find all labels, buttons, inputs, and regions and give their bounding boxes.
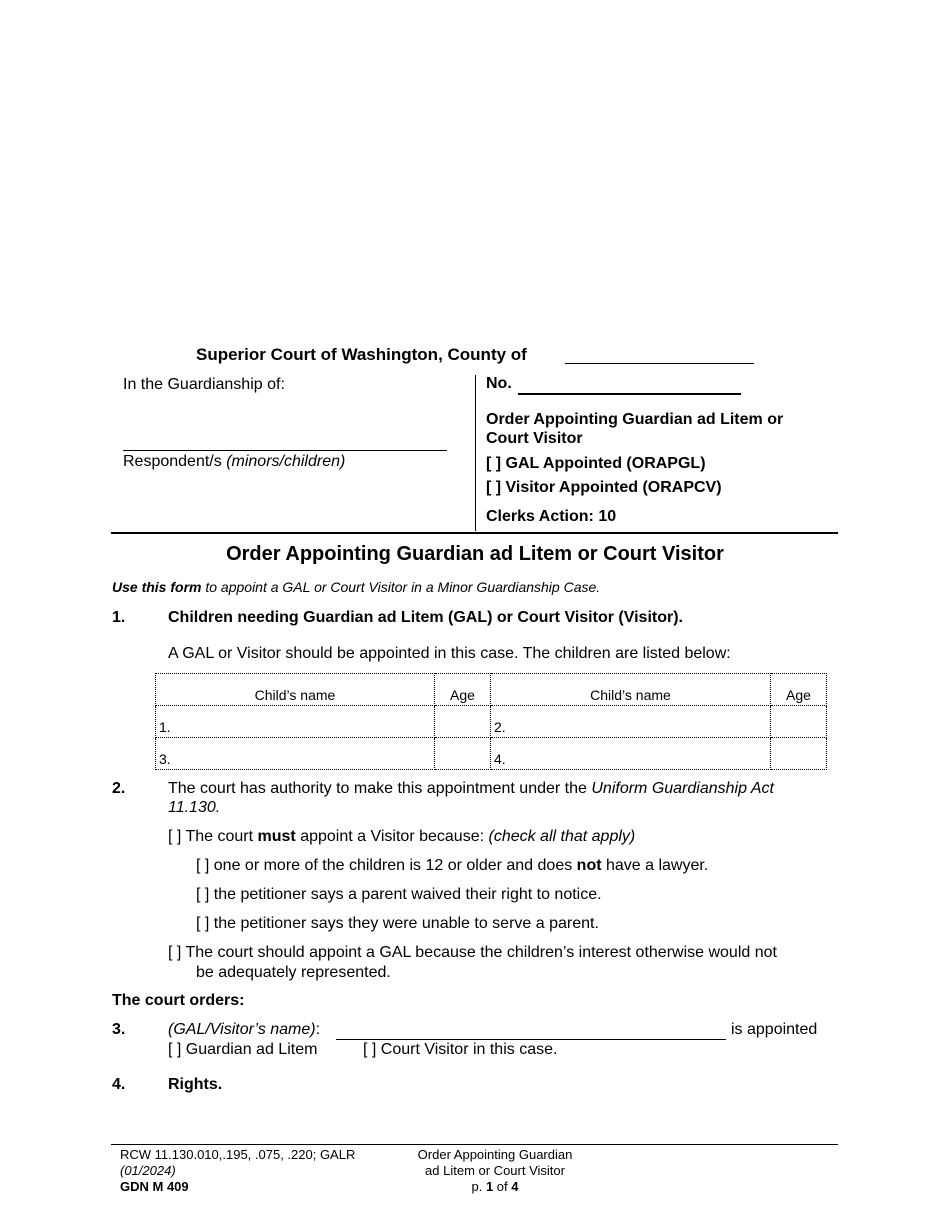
case-number-label: No. — [486, 375, 512, 392]
table-row — [156, 706, 827, 738]
guardianship-label: In the Guardianship of: — [123, 376, 285, 393]
child-name-cell[interactable]: 3. — [156, 738, 435, 770]
gal-visitor-name-input[interactable] — [336, 1039, 726, 1040]
county-blank-line — [565, 363, 754, 364]
child-age-cell[interactable] — [435, 738, 491, 770]
section-1-text: A GAL or Visitor should be appointed in this case. The children are listed below: — [168, 645, 731, 662]
court-visitor-checkbox[interactable]: [ ] Court Visitor in this case. — [363, 1041, 558, 1058]
respondent-label: Respondent/s (minors/children) — [123, 453, 346, 470]
unable-to-serve-parent-checkbox[interactable]: [ ] the petitioner says they were unable to serve a parent. — [196, 915, 599, 932]
footer-form-id: GDN M 409 — [120, 1179, 189, 1194]
child-age-cell[interactable] — [771, 706, 827, 738]
court-orders-heading: The court orders: — [112, 992, 245, 1009]
children-table — [155, 673, 827, 770]
caption-bottom-rule — [111, 532, 838, 534]
header-child-name-2: Child’s name — [491, 674, 771, 706]
footer-title-1: Order Appointing Guardian — [417, 1147, 573, 1162]
footer-page-number: p. 1 of 4 — [471, 1179, 519, 1194]
section-4-heading: Rights. — [168, 1076, 223, 1093]
page-title: Order Appointing Guardian ad Litem or Court Visitor — [226, 543, 724, 565]
should-appoint-gal-checkbox[interactable]: [ ] The court should appoint a GAL because the children’s interest otherwise would not — [168, 944, 777, 961]
gal-visitor-name-label: (GAL/Visitor’s name): — [168, 1021, 321, 1038]
should-appoint-gal-line2: be adequately represented. — [196, 964, 391, 981]
section-2-text: The court has authority to make this appointment under the Uniform Guardianship Act — [168, 780, 774, 797]
gal-appointed-checkbox[interactable]: [ ] GAL Appointed (ORAPGL) — [486, 455, 706, 472]
clerks-action: Clerks Action: 10 — [486, 508, 617, 525]
section-3-number: 3. — [112, 1021, 126, 1038]
child-age-cell[interactable] — [435, 706, 491, 738]
child-name-cell[interactable]: 1. — [156, 706, 435, 738]
case-number-line — [518, 393, 741, 395]
header-child-name-1: Child’s name — [156, 674, 435, 706]
table-row — [156, 738, 827, 770]
caption-divider — [475, 375, 476, 531]
caption-doc-title-2: Court Visitor — [486, 430, 583, 447]
table-header-row — [156, 674, 827, 706]
footer-title-2: ad Litem or Court Visitor — [425, 1163, 565, 1178]
footer-center — [395, 1147, 595, 1195]
footer-left — [120, 1147, 355, 1195]
respondent-name-line — [123, 450, 447, 451]
child-name-cell[interactable]: 2. — [491, 706, 771, 738]
section-4-number: 4. — [112, 1076, 126, 1093]
is-appointed-text: is appointed — [731, 1021, 818, 1038]
section-2-text-line2: 11.130. — [168, 799, 221, 816]
header-age-1: Age — [435, 674, 491, 706]
footer-rcw: RCW 11.130.010,.195, .075, .220; GALR — [120, 1147, 356, 1162]
intro-text: Use this form to appoint a GAL or Court Visitor in a Minor Guardianship Case. — [112, 579, 601, 595]
section-2-number: 2. — [112, 780, 126, 797]
child-12-or-older-checkbox[interactable]: [ ] one or more of the children is 12 or older and does not have a lawyer. — [196, 857, 709, 874]
visitor-appointed-checkbox[interactable]: [ ] Visitor Appointed (ORAPCV) — [486, 479, 722, 496]
guardian-ad-litem-checkbox[interactable]: [ ] Guardian ad Litem — [168, 1041, 318, 1058]
parent-waived-notice-checkbox[interactable]: [ ] the petitioner says a parent waived their right to notice. — [196, 886, 602, 903]
section-1-heading: Children needing Guardian ad Litem (GAL) or Court Visitor (Visitor). — [168, 609, 683, 626]
court-name: Superior Court of Washington, County of — [196, 345, 527, 364]
footer-date: (01/2024) — [120, 1163, 176, 1178]
footer-rule — [111, 1144, 838, 1145]
header-age-2: Age — [771, 674, 827, 706]
must-appoint-visitor-checkbox[interactable]: [ ] The court must appoint a Visitor because: (check all that apply) — [168, 828, 636, 845]
caption-doc-title-1: Order Appointing Guardian ad Litem or — [486, 411, 784, 428]
child-age-cell[interactable] — [771, 738, 827, 770]
section-1-number: 1. — [112, 609, 126, 626]
child-name-cell[interactable]: 4. — [491, 738, 771, 770]
